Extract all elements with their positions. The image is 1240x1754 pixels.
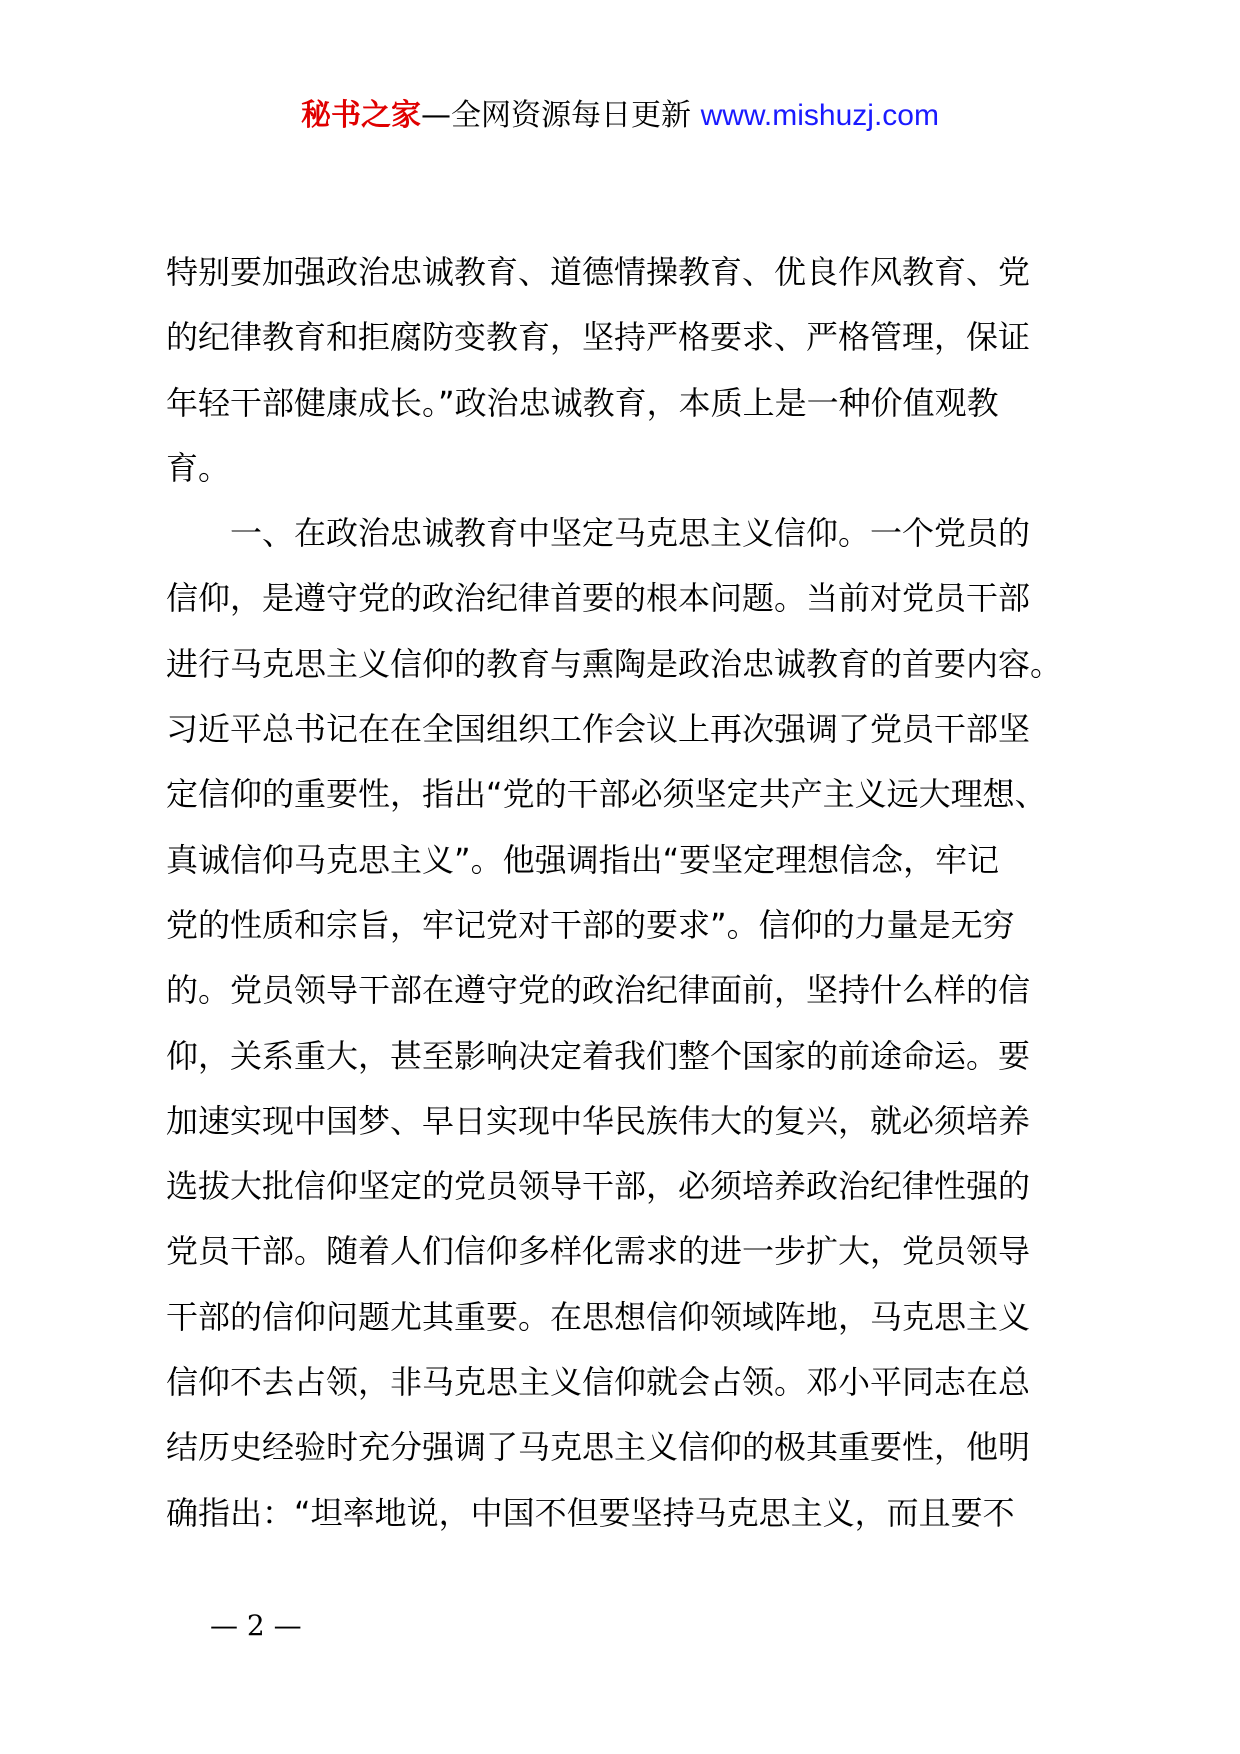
body-line: 党员干部。随着人们信仰多样化需求的进一步扩大，党员领导 [166, 1232, 1031, 1271]
document-body [166, 240, 1086, 1546]
body-line: 确指出：“坦率地说，中国不但要坚持马克思主义，而且要不 [166, 1493, 1015, 1532]
section-heading-line: 一、在政治忠诚教育中坚定马克思主义信仰。一个党员的 [230, 514, 1031, 553]
body-line: 真诚信仰马克思主义”。他强调指出“要坚定理想信念，牢记 [166, 840, 1000, 879]
body-line: 定信仰的重要性，指出“党的干部必须坚定共产主义远大理想、 [166, 775, 1047, 814]
body-line: 年轻干部健康成长。”政治忠诚教育，本质上是一种价值观教 [166, 383, 999, 422]
site-slogan: —全网资源每日更新 [421, 98, 701, 133]
body-line: 加速实现中国梦、早日实现中华民族伟大的复兴，就必须培养 [166, 1101, 1031, 1140]
body-line: 选拔大批信仰坚定的党员领导干部，必须培养政治纪律性强的 [166, 1167, 1031, 1206]
body-line: 的。党员领导干部在遵守党的政治纪律面前，坚持什么样的信 [166, 971, 1031, 1010]
body-line: 特别要加强政治忠诚教育、道德情操教育、优良作风教育、党 [166, 253, 1031, 291]
body-line: 结历史经验时充分强调了马克思主义信仰的极其重要性，他明 [166, 1428, 1031, 1467]
body-line: 干部的信仰问题尤其重要。在思想信仰领域阵地，马克思主义 [166, 1297, 1031, 1336]
site-brand: 秘书之家 [301, 98, 422, 133]
body-line: 信仰，是遵守党的政治纪律首要的根本问题。当前对党员干部 [166, 579, 1031, 618]
body-line: 仰，关系重大，甚至影响决定着我们整个国家的前途命运。要 [166, 1036, 1031, 1075]
site-header [0, 96, 1240, 136]
body-line: 的纪律教育和拒腐防变教育，坚持严格要求、严格管理，保证 [166, 318, 1031, 357]
body-line: 信仰不去占领，非马克思主义信仰就会占领。邓小平同志在总 [166, 1363, 1031, 1402]
page-number: — 2 — [210, 1609, 302, 1642]
body-line: 党的性质和宗旨，牢记党对干部的要求”。信仰的力量是无穷 [166, 905, 1015, 944]
body-line: 育。 [166, 448, 231, 487]
body-line: 进行马克思主义信仰的教育与熏陶是政治忠诚教育的首要内容。 [166, 644, 1063, 683]
body-line: 习近平总书记在在全国组织工作会议上再次强调了党员干部坚 [166, 710, 1031, 749]
site-url-link[interactable]: www.mishuzj.com [700, 99, 939, 132]
